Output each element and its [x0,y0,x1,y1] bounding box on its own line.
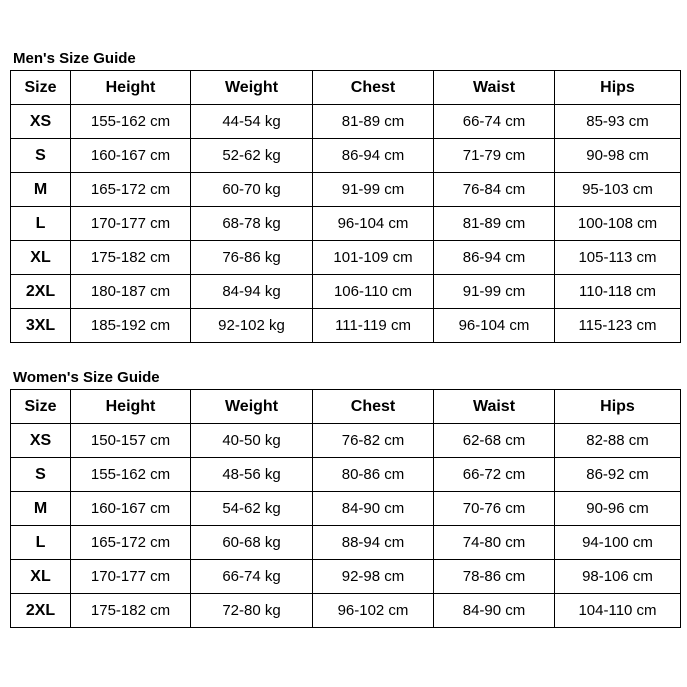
cell-height: 180-187 cm [71,275,191,309]
cell-hips: 95-103 cm [555,173,681,207]
cell-weight: 52-62 kg [191,139,313,173]
cell-size: XS [11,424,71,458]
cell-height: 160-167 cm [71,492,191,526]
cell-size: 2XL [11,594,71,628]
table-row [11,275,681,309]
womens-size-table [10,389,681,628]
table-row [11,105,681,139]
header-chest: Chest [313,71,434,105]
cell-size: M [11,492,71,526]
cell-weight: 84-94 kg [191,275,313,309]
cell-height: 160-167 cm [71,139,191,173]
cell-height: 175-182 cm [71,241,191,275]
cell-weight: 54-62 kg [191,492,313,526]
cell-chest: 86-94 cm [313,139,434,173]
cell-height: 170-177 cm [71,560,191,594]
cell-height: 170-177 cm [71,207,191,241]
header-waist: Waist [434,390,555,424]
cell-size: L [11,207,71,241]
cell-height: 155-162 cm [71,105,191,139]
cell-size: 3XL [11,309,71,343]
cell-chest: 111-119 cm [313,309,434,343]
cell-weight: 40-50 kg [191,424,313,458]
cell-weight: 92-102 kg [191,309,313,343]
table-row [11,594,681,628]
cell-hips: 85-93 cm [555,105,681,139]
table-row [11,526,681,560]
cell-hips: 86-92 cm [555,458,681,492]
cell-chest: 96-104 cm [313,207,434,241]
table-header-row [11,390,681,424]
cell-waist: 81-89 cm [434,207,555,241]
cell-waist: 71-79 cm [434,139,555,173]
cell-hips: 90-96 cm [555,492,681,526]
cell-hips: 98-106 cm [555,560,681,594]
cell-size: XL [11,560,71,594]
cell-size: XS [11,105,71,139]
header-waist: Waist [434,71,555,105]
cell-size: L [11,526,71,560]
cell-hips: 105-113 cm [555,241,681,275]
cell-weight: 68-78 kg [191,207,313,241]
header-weight: Weight [191,71,313,105]
cell-size: 2XL [11,275,71,309]
header-size: Size [11,390,71,424]
womens-size-guide-title: Women's Size Guide [13,369,160,386]
cell-height: 155-162 cm [71,458,191,492]
cell-weight: 44-54 kg [191,105,313,139]
cell-waist: 96-104 cm [434,309,555,343]
cell-waist: 70-76 cm [434,492,555,526]
header-size: Size [11,71,71,105]
cell-hips: 82-88 cm [555,424,681,458]
cell-chest: 88-94 cm [313,526,434,560]
cell-weight: 48-56 kg [191,458,313,492]
cell-chest: 96-102 cm [313,594,434,628]
cell-waist: 66-72 cm [434,458,555,492]
cell-chest: 106-110 cm [313,275,434,309]
cell-hips: 104-110 cm [555,594,681,628]
cell-hips: 94-100 cm [555,526,681,560]
header-height: Height [71,71,191,105]
cell-chest: 80-86 cm [313,458,434,492]
cell-weight: 76-86 kg [191,241,313,275]
table-row [11,241,681,275]
table-row [11,560,681,594]
header-hips: Hips [555,390,681,424]
cell-chest: 76-82 cm [313,424,434,458]
cell-weight: 66-74 kg [191,560,313,594]
table-row [11,207,681,241]
header-weight: Weight [191,390,313,424]
table-row [11,173,681,207]
cell-weight: 72-80 kg [191,594,313,628]
cell-height: 165-172 cm [71,173,191,207]
mens-size-guide-title: Men's Size Guide [13,50,136,67]
cell-waist: 86-94 cm [434,241,555,275]
cell-height: 150-157 cm [71,424,191,458]
table-row [11,424,681,458]
cell-waist: 76-84 cm [434,173,555,207]
cell-size: M [11,173,71,207]
cell-size: S [11,458,71,492]
cell-waist: 74-80 cm [434,526,555,560]
cell-waist: 78-86 cm [434,560,555,594]
header-hips: Hips [555,71,681,105]
cell-hips: 110-118 cm [555,275,681,309]
cell-height: 185-192 cm [71,309,191,343]
cell-weight: 60-68 kg [191,526,313,560]
cell-size: S [11,139,71,173]
table-row [11,139,681,173]
cell-hips: 90-98 cm [555,139,681,173]
cell-hips: 115-123 cm [555,309,681,343]
cell-waist: 91-99 cm [434,275,555,309]
cell-hips: 100-108 cm [555,207,681,241]
cell-chest: 92-98 cm [313,560,434,594]
cell-chest: 101-109 cm [313,241,434,275]
cell-chest: 91-99 cm [313,173,434,207]
cell-waist: 62-68 cm [434,424,555,458]
cell-height: 175-182 cm [71,594,191,628]
cell-size: XL [11,241,71,275]
table-header-row [11,71,681,105]
table-row [11,458,681,492]
cell-chest: 84-90 cm [313,492,434,526]
header-chest: Chest [313,390,434,424]
cell-waist: 84-90 cm [434,594,555,628]
cell-chest: 81-89 cm [313,105,434,139]
table-row [11,309,681,343]
table-row [11,492,681,526]
cell-waist: 66-74 cm [434,105,555,139]
mens-size-table [10,70,681,343]
cell-weight: 60-70 kg [191,173,313,207]
header-height: Height [71,390,191,424]
cell-height: 165-172 cm [71,526,191,560]
